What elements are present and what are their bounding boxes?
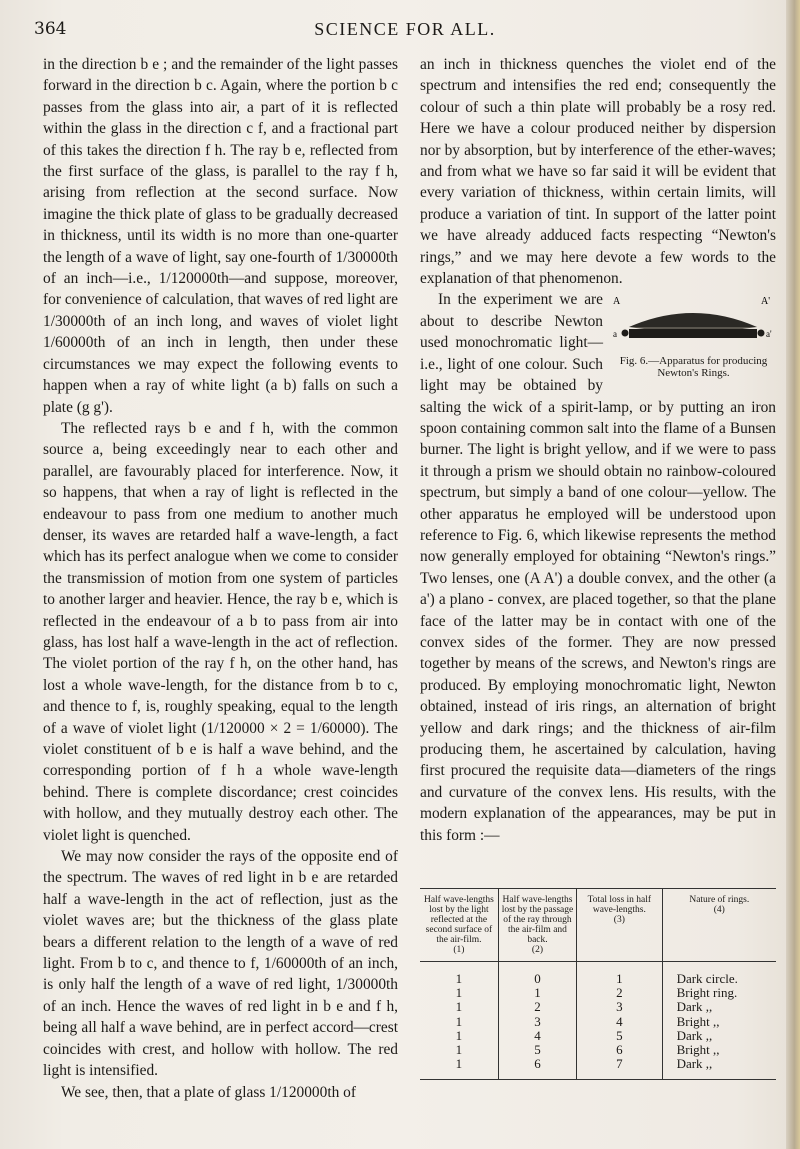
table-row: 1 1 2 Bright ring. <box>420 986 776 1000</box>
page-number: 364 <box>34 19 67 39</box>
paragraph: in the direction b e ; and the remainder of the light passes forward in the direction b c. Again, where the portion b c passes from the glass into air, a part of it is reflected within the glass in the direction c f, and a fractional part of this takes the direction f h. The ray b e, reflected from the first surface of the glass, is parallel to the ray f h, arising from reflection at the second surface. Now imagine the thick plate of glass to be gradually decreased in thickness, until its width is no more than one-quarter the length of a wave of light, say one-fourth of 1/30000th of an inch—i.e., 1/120000th—and suppose, moreover, for convenience of calculation, that waves of red light are 1/30000th of an inch long, and waves of violet light 1/60000th of an inch in length, then under these circumstances we may expect the following events to happen when a ray of white light (a b) falls on such a plate (g g'). <box>43 56 398 416</box>
label-A: A <box>613 296 621 308</box>
screw-right <box>758 330 765 337</box>
page-header <box>34 19 776 45</box>
left-column <box>43 54 398 1103</box>
screw-left <box>622 330 629 337</box>
page-edge-shadow <box>786 0 800 1149</box>
figure-caption: Fig. 6.—Apparatus for producing Newton's Rings. <box>619 355 768 380</box>
paragraph: an inch in thickness quenches the violet end of the spectrum and intensifies the red end; consequently the colour of such a thin plate will probably be a rosy red. Here we have a colour produced neither by dispersion nor by absorption, but by interference of the ether-waves; and from what we have so far said it will be evident that every variation of thickness, within certain limits, will produce a variation of tint. In support of the latter point we have already adduced facts respecting “Newton's rings,” and we may here devote a few words to the explanation of that phenomenon. <box>420 56 776 288</box>
table-row: 1 4 5 Dark ,, <box>420 1029 776 1043</box>
label-a-prime: a' <box>766 329 772 340</box>
plano-convex-lens <box>629 329 757 338</box>
running-head: SCIENCE FOR ALL. <box>314 19 496 39</box>
double-convex-lens-upper <box>629 313 757 327</box>
column-header: Total loss in half wave-lengths. (3) <box>577 889 662 962</box>
lens-apparatus-illustration <box>611 293 776 355</box>
paragraph: We see, then, that a plate of glass 1/120000th of <box>61 1083 356 1101</box>
table-row: 1 2 3 Dark ,, <box>420 1000 776 1014</box>
column-header: Nature of rings. (4) <box>662 889 776 962</box>
label-A-prime: A' <box>761 296 771 308</box>
table-row: 1 0 1 Dark circle. <box>420 962 776 987</box>
table-row: 1 6 7 Dark ,, <box>420 1057 776 1080</box>
table-row: 1 3 4 Bright ,, <box>420 1015 776 1029</box>
right-column <box>420 54 776 846</box>
paragraph: The reflected rays b e and f h, with the common source a, being exceedingly near to each other and parallel, are favourably placed for interference. Now, it so happens, that when a ray of light is reflected in the endeavour to pass from one medium to another much denser, its waves are retarded half a wave-length, a fact which has its perfect analogue when we come to consider the transmission of motion from one system of particles to another larger and heavier. Hence, the ray b e, which is reflected in the endeavour of a b to pass from air into glass, has lost half a wave-length in the act of reflection. The violet portion of the ray f h, on the other hand, has lost a whole wave-length, for the distance from b to c, and thence to f, is, roughly speaking, equal to the length of a wave of violet light (1/120000 × 2 = 1/60000). The violet constituent of b e is half a wave behind, and the corresponding portion of f h a whole wave-length behind. There is complete discordance; crest coincides with hollow, and they mutually destroy each other. The violet light is quenched. <box>43 419 398 844</box>
figure-6 <box>611 293 776 379</box>
table-row: 1 5 6 Bright ,, <box>420 1043 776 1057</box>
column-header: Half wave-lengths lost by the passage of the ray through the air-film and back. (2) <box>498 889 576 962</box>
newtons-rings-table <box>420 888 776 1080</box>
label-a: a <box>613 329 617 340</box>
paragraph: We may now consider the rays of the opposite end of the spectrum. The waves of red light in b e are retarded half a wave-length in the act of reflection, just as the violet waves are; but the thickness of the glass plate bears a different relation to the length of a wave of red light. From b to c, and thence to f, 1/60000th of an inch, is only half the length of a wave of red light, 1/30000th of an inch. Hence the waves of red light in b e and f h, being all half a wave behind, are in perfect accord—crest coincides with crest, and hollow with hollow. The red light is intensified. <box>43 848 398 1080</box>
column-header: Half wave-lengths lost by the light reflected at the second surface of the air-film. (1) <box>420 889 498 962</box>
paragraph: In the experiment we are about to describe Newton used monochromatic light—i.e., light of one colour. Such light may be obtained by salting the wick of a spirit-lamp, or by putting an iron spoon containing common salt into the flame of a Bunsen burner. The light is bright yellow, and if we were to pass it through a prism we should obtain no rainbow-coloured spectrum, but simply a band of one colour—yellow. The other apparatus he employed will be understood upon reference to Fig. 6, which likewise represents the method now generally employed for obtaining “Newton's rings.” Two lenses, one (A A') a double convex, and the other (a a') a plano - convex, are placed together, so that the plane face of the latter may be in contact with one of the convex sides of the former. They are now pressed together by means of the screws, and Newton's rings are produced. By employing monochromatic light, Newton obtained, instead of iris rings, an alternation of bright yellow and dark rings; and the thickness of air-film producing them, he ascertained by calculation, having first procured the requisite data—diameters of the rings and curvature of the convex lens. His results, with the modern explanation of the appearances, may be put in this form :— <box>420 291 776 844</box>
